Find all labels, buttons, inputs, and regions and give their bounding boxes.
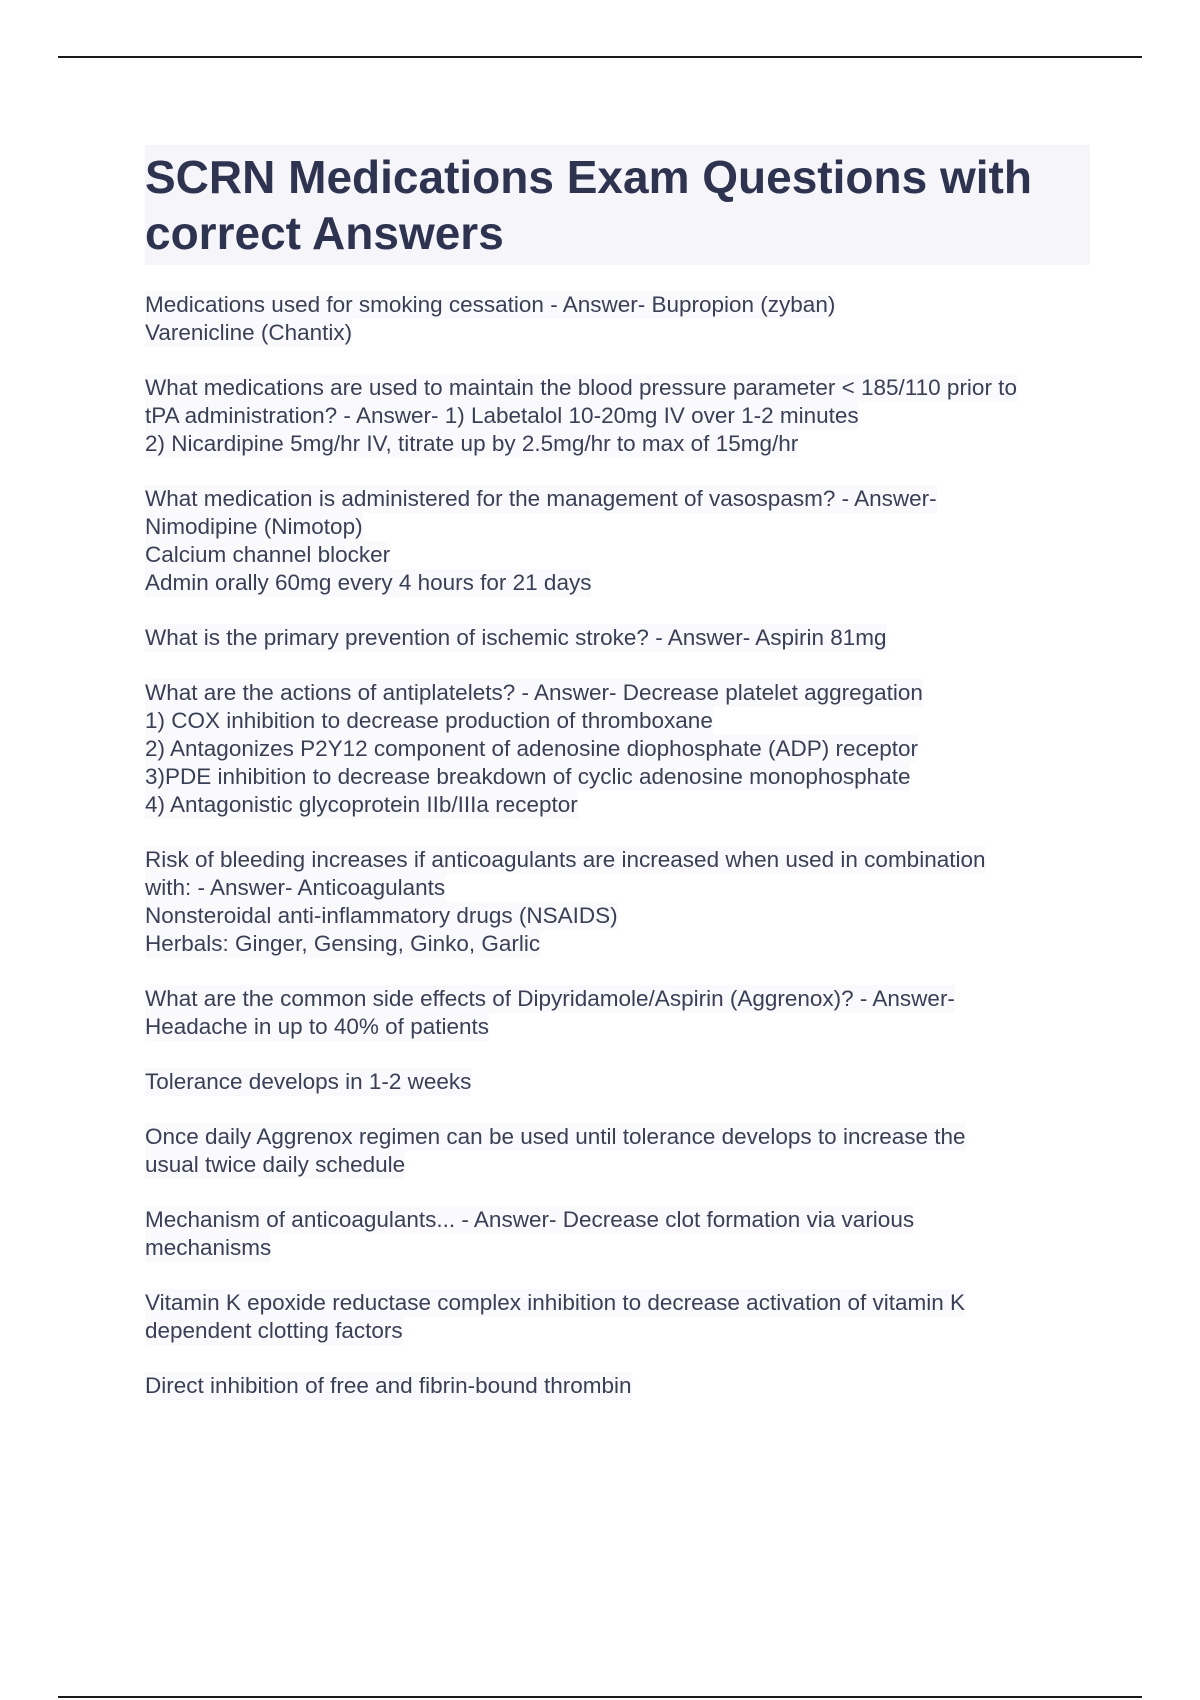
- qa-line: Tolerance develops in 1-2 weeks: [145, 1069, 472, 1094]
- qa-line: 2) Antagonizes P2Y12 component of adenosine diophosphate (ADP) receptor: [145, 736, 919, 761]
- qa-line: Once daily Aggrenox regimen can be used until tolerance develops to increase the: [145, 1124, 966, 1149]
- qa-entry: [145, 485, 1090, 597]
- document-body: [145, 145, 1090, 1427]
- qa-line: with: - Answer- Anticoagulants: [145, 875, 446, 900]
- qa-line: Admin orally 60mg every 4 hours for 21 days: [145, 570, 592, 595]
- qa-entry: [145, 1068, 1090, 1096]
- qa-line: What are the actions of antiplatelets? - Answer- Decrease platelet aggregation: [145, 680, 923, 705]
- header-rule: [58, 56, 1142, 58]
- qa-entry: [145, 846, 1090, 958]
- qa-line: Nonsteroidal anti-inflammatory drugs (NSAIDS): [145, 903, 618, 928]
- qa-line: 4) Antagonistic glycoprotein IIb/IIIa receptor: [145, 792, 578, 817]
- qa-line: What medications are used to maintain the blood pressure parameter < 185/110 prior to: [145, 375, 1017, 400]
- title-line-1: SCRN Medications Exam Questions with: [145, 151, 1032, 203]
- qa-line: What are the common side effects of Dipyridamole/Aspirin (Aggrenox)? - Answer-: [145, 986, 955, 1011]
- qa-line: Medications used for smoking cessation - Answer- Bupropion (zyban): [145, 292, 836, 317]
- qa-line: mechanisms: [145, 1235, 272, 1260]
- title-block: [145, 145, 1090, 265]
- qa-line: dependent clotting factors: [145, 1318, 403, 1343]
- qa-list: [145, 291, 1090, 1400]
- qa-line: 2) Nicardipine 5mg/hr IV, titrate up by 2.5mg/hr to max of 15mg/hr: [145, 431, 799, 456]
- qa-line: Herbals: Ginger, Gensing, Ginko, Garlic: [145, 931, 541, 956]
- qa-entry: [145, 291, 1090, 347]
- qa-entry: [145, 1372, 1090, 1400]
- qa-line: What is the primary prevention of ischemic stroke? - Answer- Aspirin 81mg: [145, 625, 887, 650]
- qa-entry: [145, 1206, 1090, 1262]
- qa-line: Nimodipine (Nimotop): [145, 514, 363, 539]
- qa-line: Headache in up to 40% of patients: [145, 1014, 489, 1039]
- qa-line: 3)PDE inhibition to decrease breakdown of cyclic adenosine monophosphate: [145, 764, 911, 789]
- qa-entry: [145, 985, 1090, 1041]
- qa-line: Varenicline (Chantix): [145, 320, 353, 345]
- qa-entry: [145, 1289, 1090, 1345]
- qa-line: tPA administration? - Answer- 1) Labetalol 10-20mg IV over 1-2 minutes: [145, 403, 859, 428]
- qa-line: What medication is administered for the management of vasospasm? - Answer-: [145, 486, 937, 511]
- qa-line: Calcium channel blocker: [145, 542, 391, 567]
- qa-line: usual twice daily schedule: [145, 1152, 406, 1177]
- footer-rule: [58, 1696, 1142, 1698]
- qa-entry: [145, 374, 1090, 458]
- document-title: [145, 149, 1082, 261]
- qa-line: Direct inhibition of free and fibrin-bound thrombin: [145, 1373, 632, 1398]
- qa-line: Risk of bleeding increases if anticoagulants are increased when used in combination: [145, 847, 986, 872]
- qa-line: 1) COX inhibition to decrease production of thromboxane: [145, 708, 713, 733]
- qa-entry: [145, 624, 1090, 652]
- title-line-2: correct Answers: [145, 207, 504, 259]
- qa-entry: [145, 1123, 1090, 1179]
- qa-line: Vitamin K epoxide reductase complex inhibition to decrease activation of vitamin K: [145, 1290, 966, 1315]
- qa-line: Mechanism of anticoagulants... - Answer- Decrease clot formation via various: [145, 1207, 915, 1232]
- qa-entry: [145, 679, 1090, 819]
